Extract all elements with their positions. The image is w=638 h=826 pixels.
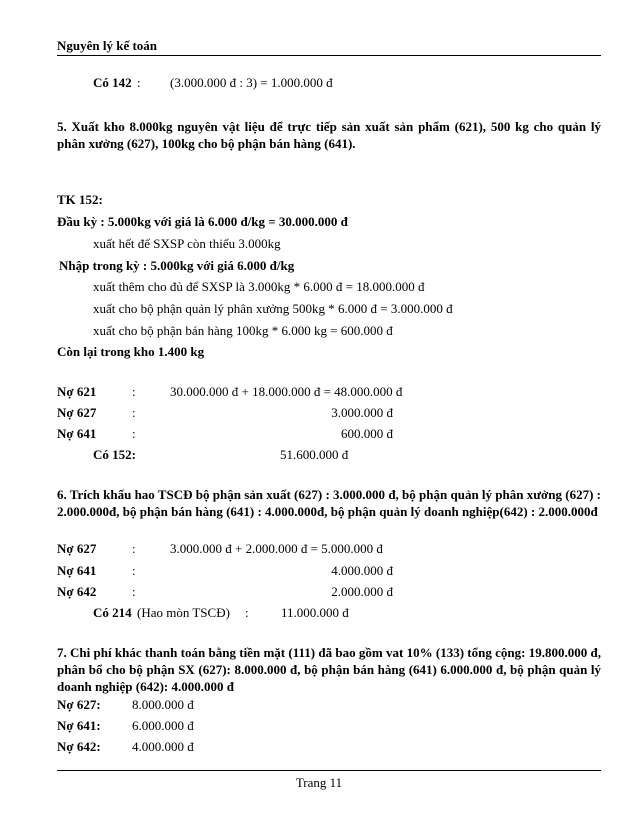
- entry-value: 3.000.000 đ: [331, 405, 393, 420]
- entry-colon: :: [132, 563, 136, 578]
- entry-value: 4.000.000 đ: [132, 739, 194, 754]
- tk152-line: xuất cho bộ phận bán hàng 100kg * 6.000 kg = 600.000 đ: [93, 323, 393, 338]
- item-5-text: 5. Xuất kho 8.000kg nguyên vật liệu để trực tiếp sản xuất sản phẩm (621), 500 kg cho quản lý phân xưởng (627), 100kg cho bộ phận bán hàng (641).: [57, 119, 601, 151]
- entry-account: Nợ 641:: [57, 718, 101, 733]
- entry-account: Nợ 641: [57, 563, 97, 578]
- entry-value: 6.000.000 đ: [132, 718, 194, 733]
- entry-account: Nợ 627: [57, 405, 97, 420]
- entry-colon: :: [132, 426, 136, 441]
- entry-account: Nợ 627:: [57, 697, 101, 712]
- item-7-text: 7. Chi phí khác thanh toán bằng tiền mặt (111) đã bao gồm vat 10% (133) tổng cộng: 19.800.000 đ, phân bổ cho bộ phận SX (627): 8.000.000 đ, bộ phận bán hàng (641) 6.000.000 đ, bộ phận quản lý doanh nghiệp (642): 4.000.000 đ: [57, 645, 601, 694]
- page-header-title: Nguyên lý kế toán: [57, 38, 158, 53]
- entry-colon: :: [132, 384, 136, 399]
- entry-account: Nợ 642:: [57, 739, 101, 754]
- credit-214-note: (Hao mòn TSCĐ): [137, 605, 230, 620]
- tk152-title: TK 152:: [57, 192, 103, 207]
- entry-value: 4.000.000 đ: [331, 563, 393, 578]
- page-number: Trang 11: [295, 775, 343, 790]
- entry-value: 3.000.000 đ + 2.000.000 đ = 5.000.000 đ: [170, 541, 383, 556]
- tk152-remaining: Còn lại trong kho 1.400 kg: [57, 344, 205, 359]
- credit-214-label: Có 214: [93, 605, 132, 620]
- credit-214-value: 11.000.000 đ: [281, 605, 349, 620]
- entry-colon: :: [132, 405, 136, 420]
- credit-214-colon: :: [245, 605, 249, 620]
- credit-142-label: Có 142: [93, 75, 132, 90]
- credit-152-value: 51.600.000 đ: [280, 447, 349, 462]
- tk152-opening: Đầu kỳ : 5.000kg với giá là 6.000 đ/kg = 30.000.000 đ: [57, 214, 348, 229]
- entry-colon: :: [132, 541, 136, 556]
- item-6-text: 6. Trích khấu hao TSCĐ bộ phận sản xuất (627) : 3.000.000 đ, bộ phận quản lý phân xưởng (627) : 2.000.000đ, bộ phận bán hàng (641) : 4.000.000đ, bộ phận quản lý doanh nghiệp(642) : 2.000.000đ: [57, 487, 601, 519]
- entry-value: 2.000.000 đ: [331, 584, 393, 599]
- entry-value: 8.000.000 đ: [132, 697, 194, 712]
- tk152-opening-note: xuất hết để SXSP còn thiếu 3.000kg: [93, 236, 281, 251]
- credit-142-value: (3.000.000 đ : 3) = 1.000.000 đ: [170, 75, 333, 90]
- tk152-purchase: Nhập trong kỳ : 5.000kg với giá 6.000 đ/kg: [59, 258, 295, 273]
- entry-account: Nợ 627: [57, 541, 97, 556]
- entry-colon: :: [132, 584, 136, 599]
- entry-value: 30.000.000 đ + 18.000.000 đ = 48.000.000 đ: [170, 384, 403, 399]
- entry-account: Nợ 642: [57, 584, 97, 599]
- tk152-line: xuất cho bộ phận quản lý phân xưởng 500kg * 6.000 đ = 3.000.000 đ: [93, 301, 453, 316]
- entry-value: 600.000 đ: [341, 426, 393, 441]
- credit-142-colon: :: [137, 75, 141, 90]
- credit-152-label: Có 152:: [93, 447, 136, 462]
- entry-account: Nợ 621: [57, 384, 97, 399]
- header-rule: [57, 55, 601, 56]
- entry-account: Nợ 641: [57, 426, 97, 441]
- tk152-line: xuất thêm cho đủ để SXSP là 3.000kg * 6.000 đ = 18.000.000 đ: [93, 279, 425, 294]
- footer-rule: [57, 770, 601, 771]
